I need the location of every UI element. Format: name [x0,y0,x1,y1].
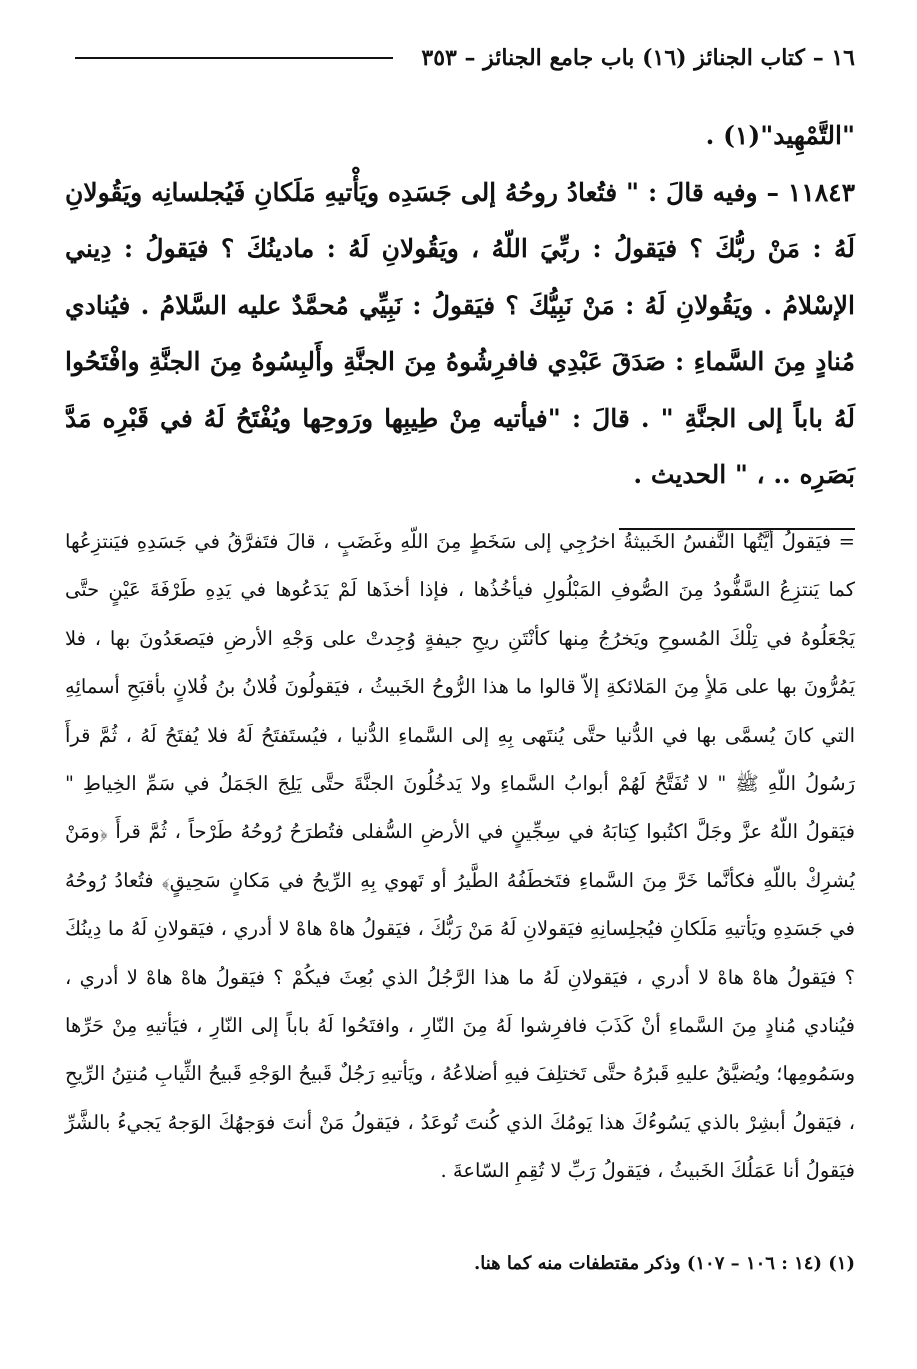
header-title: ١٦ – كتاب الجنائز (١٦) باب جامع الجنائز – ٣٥٣ [421,45,855,71]
running-header [65,38,855,78]
footnote-block [65,518,855,1196]
footnote-text: = فيَقولُ أيَّتُها النَّفسُ الخَبيثةُ اخرُجِي إلى سَخَطٍ مِنَ اللّهِ وغَضَبٍ ، قالَ فتَفرَّقُ في جَسَدِهِ فيَنتزِعُها كما يَنتزِعُ السَّفُّودُ مِنَ الصُّوفِ المَبْلُولِ فيأخُذُها ، فإذا أخذَها لَمْ يَدَعُوها في يَدِهِ طَرْفَةَ عَيْنٍ حتَّى يَجْعَلُوهُ في تِلْكَ المُسوحِ ويَخرُجُ مِنها كأنْتَنِ ريحِ جيفةٍ وُجِدتْ على وَجْهِ الأرضِ فيَصعَدُونَ بها ، فلا يَمُرُّونَ بها على مَلأٍ مِنَ المَلائكةِ إلاّ قالوا ما هذا الرُّوحُ الخَبيثُ ، فيَقولُونَ فُلانُ بنُ فُلانٍ بأقبَحِ أسمائِهِ التي كانَ يُسمَّى بها في الدُّنيا حتَّى يُنتَهى بِهِ إلى السَّماءِ الدُّنيا ، فيُستَفتَحُ لَهُ فلا يُفتَحُ لَهُ ، ثُمَّ قرأَ رَسُولُ اللّهِ ﷺ " لا تُفَتَّحُ لَهُمْ أبوابُ السَّماءِ ولا يَدخُلُونَ الجنَّةَ حتَّى يَلِجَ الجَمَلُ في سَمِّ الخِياطِ " فيَقولُ اللّهُ عزَّ وجَلَّ اكتُبوا كِتابَهُ في سِجِّينٍ في الأرضِ السُّفلى فتُطرَحُ رُوحُهُ طَرْحاً ، ثُمَّ قرأَ ﴿ومَنْ يُشرِكْ باللّهِ فكأنَّما خَرَّ مِنَ السَّماءِ فتَخطَفُهُ الطَّيرُ أو تَهوي بِهِ الرِّيحُ في مَكانٍ سَحِيقٍ﴾ فتُعادُ رُوحُهُ في جَسَدِهِ ويَأتيهِ مَلَكانِ فيُجلِسانِهِ فيَقولانِ لَهُ مَنْ رَبُّكَ ، فيَقولُ هاهْ هاهْ لا أدري ، فيَقولانِ لَهُ ما دِينُكَ ؟ فيَقولُ هاهْ هاهْ لا أدري ، فيَقولانِ لَهُ ما هذا الرَّجُلُ الذي بُعِثَ فيكُمْ ؟ فيَقولُ هاهْ هاهْ لا أدري ، فيُنادي مُنادٍ مِنَ السَّماءِ أنْ كَذَبَ فافرِشوا لَهُ مِنَ النّارِ ، وافتَحُوا لَهُ باباً إلى النّارِ ، فيَأتيهِ مِنْ حَرِّها وسَمُومِها؛ ويُضيَّقُ عليهِ قَبرُهُ حتَّى تَختلِفَ فيهِ أضلاعُهُ ، ويَأتيهِ رَجُلٌ قَبيحُ الوَجْهِ قَبيحُ الثِّيابِ مُنتِنُ الرِّيحِ ، فيَقولُ أبشِرْ بالذي يَسُوءُكَ هذا يَومُكَ الذي كُنتَ تُوعَدُ ، فيَقولُ مَنْ أنتَ فوَجهُكَ الوَجهُ يَجيءُ بالشَّرِّ فيَقولُ أنا عَمَلُكَ الخَبيثُ ، فيَقولُ رَبِّ لا تُقِمِ السّاعةَ . [65,530,855,1183]
intro-line: "التَّمْهِيد"(١) . [705,121,855,150]
footnote-reference: (١) (١٤ : ١٠٦ – ١٠٧) وذكر مقتطفات منه كما هنا. [473,1253,855,1274]
hadith-paragraph: ١١٨٤٣ – وفيه قالَ : " فتُعادُ روحُهُ إلى جَسَدِه ويَأْتيهِ مَلَكانِ فَيُجلسانِه ويَقُولانِ لَهُ : مَنْ ربُّكَ ؟ فيَقولُ : ربِّيَ اللّهُ ، ويَقُولانِ لَهُ : مادينُكَ ؟ فيَقولُ : دِيني الإسْلامُ . ويَقُولانِ لَهُ : مَنْ نَبِيُّكَ ؟ فيَقولُ : نَبِيِّي مُحمَّدٌ عليه السَّلامُ . فيُنادي مُنادٍ مِنَ السَّماءِ : صَدَقَ عَبْدِي فافرِشُوهُ مِنَ الجنَّةِ وأَلبِسُوهُ مِنَ الجنَّةِ وافْتَحُوا لَهُ باباً إلى الجنَّةِ " . قالَ : "فيأتيه مِنْ طِيبِها ورَوحِها ويُفْتَحُ لَهُ في قَبْرِه مَدَّ بَصَرِه .. ، " الحديث . [65,177,855,489]
header-rule [75,57,393,59]
main-text-block [65,108,855,504]
